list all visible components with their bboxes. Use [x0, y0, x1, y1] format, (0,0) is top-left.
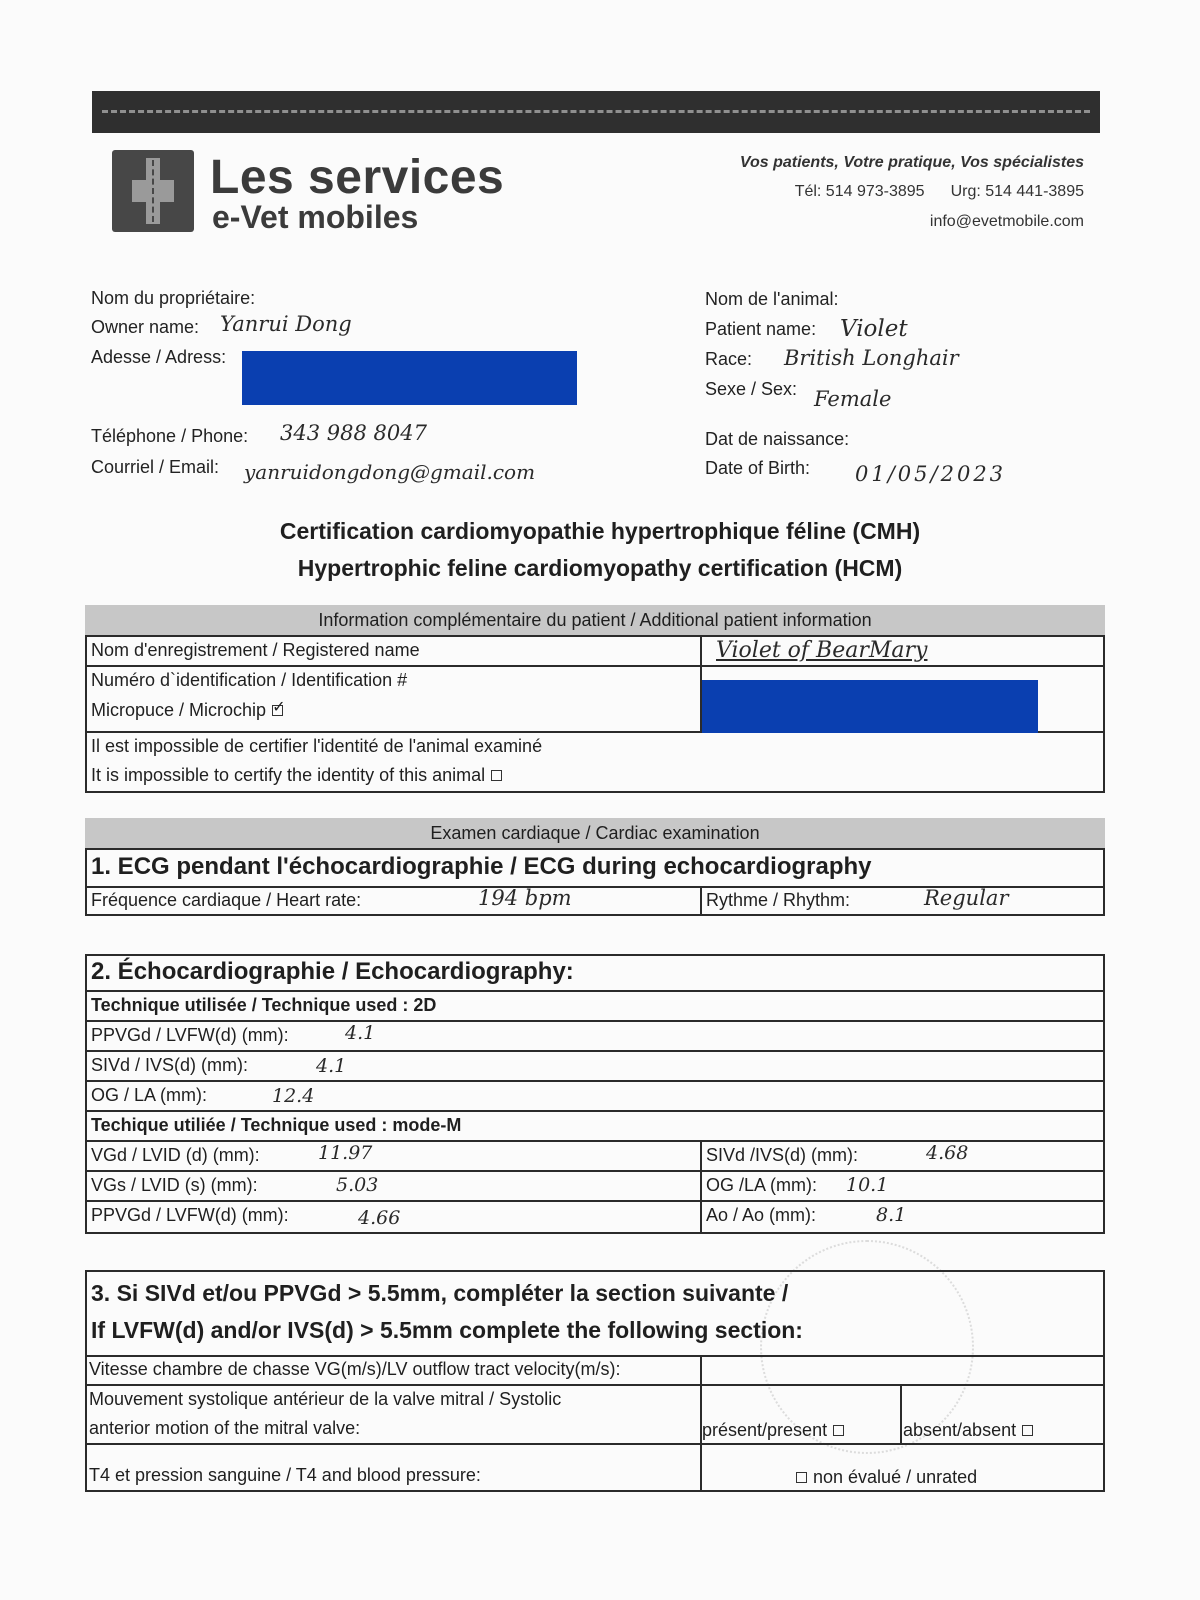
technique-m-mode-label: Techique utiliée / Technique used : mode-M	[91, 1115, 462, 1135]
m-row-1-right-value: 4.68	[926, 1142, 969, 1164]
sam-present-option: présent/present	[702, 1420, 844, 1441]
dob-value: 01/05/2023	[855, 462, 1007, 486]
section3-title-en: If LVFW(d) and/or IVS(d) > 5.5mm complete the following section:	[91, 1317, 803, 1343]
sivd-2d-label: SIVd / IVS(d) (mm):	[91, 1055, 249, 1075]
rhythm-value: Regular	[924, 886, 1009, 910]
phone-value: 343 988 8047	[280, 421, 427, 445]
owner-name-value: Yanrui Dong	[220, 312, 352, 336]
sam-absent-checkbox[interactable]	[1022, 1425, 1033, 1436]
dob-label-fr: Dat de naissance:	[705, 429, 850, 449]
echo-title: 2. Échocardiographie / Echocardiography:	[91, 958, 574, 985]
registered-name-label: Nom d'enregistrement / Registered name	[91, 640, 420, 660]
tagline: Vos patients, Votre pratique, Vos spécialistes	[739, 154, 1084, 171]
email-value: yanruidongdong@gmail.com	[244, 460, 536, 484]
animal-label-fr: Nom de l'animal:	[705, 289, 839, 309]
technique-2d-label: Technique utilisée / Technique used : 2D	[91, 995, 437, 1015]
address-label: Adesse / Adress:	[91, 347, 227, 367]
sex-label: Sexe / Sex:	[705, 379, 798, 399]
m-row-1-left-label: VGd / LVID (d) (mm):	[91, 1145, 260, 1165]
heart-rate-value: 194 bpm	[478, 886, 572, 910]
phone-label: Téléphone / Phone:	[91, 426, 249, 446]
race-label: Race:	[705, 349, 753, 369]
sex-value: Female	[814, 387, 892, 411]
certification-title-en: Hypertrophic feline cardiomyopathy certification (HCM)	[297, 555, 903, 581]
m-row-2-left-value: 5.03	[336, 1174, 379, 1196]
heart-rate-label: Fréquence cardiaque / Heart rate:	[91, 890, 362, 910]
impossible-identity-fr: Il est impossible de certifier l'identité de l'animal examiné	[91, 736, 543, 756]
identification-label: Numéro d`identification / Identification #	[91, 670, 408, 690]
redacted-microchip-number	[702, 680, 1038, 733]
top-banner	[92, 91, 1100, 133]
owner-label-en: Owner name:	[91, 317, 200, 337]
m-row-3-right-value: 8.1	[876, 1204, 907, 1226]
sam-label-line1: Mouvement systolique antérieur de la valve mitral / Systolic	[89, 1389, 562, 1409]
urgent-number: Urg: 514 441-3895	[950, 183, 1084, 200]
road-logo-icon	[112, 150, 194, 232]
m-row-3-left-label: PPVGd / LVFW(d) (mm):	[91, 1205, 289, 1225]
og-2d-label: OG / LA (mm):	[91, 1085, 208, 1105]
impossible-identity-checkbox[interactable]	[491, 770, 502, 781]
microchip-label: Micropuce / Microchip✓	[91, 700, 283, 721]
m-row-3-left-value: 4.66	[358, 1207, 401, 1229]
contact-phones	[769, 183, 1084, 201]
microchip-checkbox[interactable]	[272, 705, 283, 716]
m-row-3-right-label: Ao / Ao (mm):	[706, 1205, 817, 1225]
lv-velocity-label: Vitesse chambre de chasse VG(m/s)/LV outflow tract velocity(m/s):	[89, 1359, 621, 1379]
m-row-1-right-label: SIVd /IVS(d) (mm):	[706, 1145, 859, 1165]
sam-label-line2: anterior motion of the mitral valve:	[89, 1418, 361, 1438]
og-2d-value: 12.4	[272, 1085, 315, 1107]
email-label: Courriel / Email:	[91, 457, 220, 477]
m-row-2-left-label: VGs / LVID (s) (mm):	[91, 1175, 258, 1195]
t4-unrated-checkbox[interactable]	[796, 1472, 807, 1483]
owner-label-fr: Nom du propriétaire:	[91, 288, 256, 308]
ecg-title: 1. ECG pendant l'échocardiographie / ECG during echocardiography	[91, 853, 872, 880]
ppvgd-2d-label: PPVGd / LVFW(d) (mm):	[91, 1025, 289, 1045]
registered-name-value: Violet of BearMary	[716, 638, 928, 663]
m-row-2-right-value: 10.1	[846, 1174, 889, 1196]
animal-label-en: Patient name:	[705, 319, 817, 339]
sam-present-checkbox[interactable]	[833, 1425, 844, 1436]
brand-name-line1: Les services	[210, 151, 505, 204]
ppvgd-2d-value: 4.1	[345, 1022, 376, 1044]
m-row-1-left-value: 11.97	[318, 1142, 373, 1164]
section3-title-fr: 3. Si SIVd et/ou PPVGd > 5.5mm, compléter la section suivante /	[91, 1280, 789, 1306]
impossible-identity-en: It is impossible to certify the identity of this animal	[91, 765, 502, 786]
t4-unrated-option: non évalué / unrated	[796, 1467, 977, 1488]
contact-email: info@evetmobile.com	[929, 213, 1084, 230]
animal-name-value: Violet	[840, 316, 908, 342]
tel-number: Tél: 514 973-3895	[794, 183, 925, 200]
sam-absent-option: absent/absent	[903, 1420, 1033, 1441]
rhythm-label: Rythme / Rhythm:	[706, 890, 851, 910]
t4-bp-label: T4 et pression sanguine / T4 and blood pressure:	[89, 1465, 481, 1485]
race-value: British Longhair	[784, 346, 959, 370]
sivd-2d-value: 4.1	[316, 1055, 347, 1077]
certification-title-fr: Certification cardiomyopathie hypertrophique féline (CMH)	[279, 518, 921, 544]
m-row-2-right-label: OG /LA (mm):	[706, 1175, 818, 1195]
redacted-address	[242, 351, 577, 405]
additional-info-header: Information complémentaire du patient / Additional patient information	[85, 605, 1105, 637]
cardiac-exam-header: Examen cardiaque / Cardiac examination	[85, 818, 1105, 850]
road-dash-line	[102, 110, 1090, 113]
dob-label-en: Date of Birth:	[705, 458, 811, 478]
brand-name-line2: e-Vet mobiles	[212, 199, 419, 235]
